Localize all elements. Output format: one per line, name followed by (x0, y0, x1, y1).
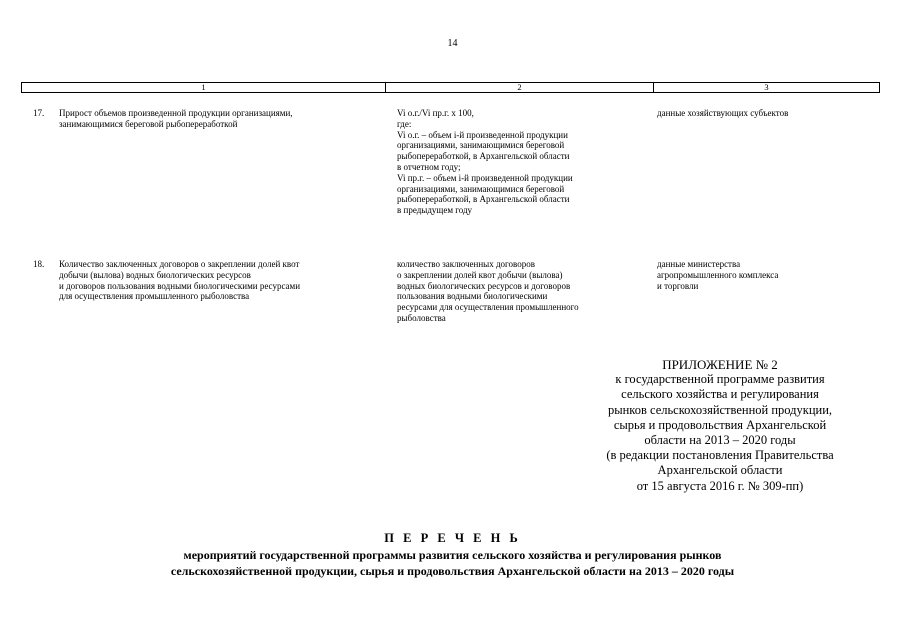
table-header-row (21, 82, 880, 93)
appendix-title: ПРИЛОЖЕНИЕ № 2 (662, 357, 778, 372)
document-title: П Е Р Е Ч Е Н Ь (384, 531, 521, 545)
appendix-block (560, 357, 880, 494)
cell-line: пользования водными биологическими (397, 291, 548, 302)
appendix-line: сельского хозяйства и регулирования (621, 387, 819, 402)
cell-line: и договоров пользования водными биологическими ресурсами (59, 280, 301, 291)
row-number: 18. (33, 259, 45, 269)
table-header-col-1: 1 (22, 83, 386, 92)
row-number: 17. (33, 108, 45, 118)
document-subtitle (0, 548, 905, 579)
cell-line: организациями, занимающимися береговой (397, 183, 565, 194)
subtitle-line: мероприятий государственной программы развития сельского хозяйства и регулирования рынков (183, 548, 722, 562)
appendix-line: к государственной программе развития (615, 372, 825, 387)
cell-line: рыболовства (397, 312, 446, 323)
cell-line: данные хозяйствующих субъектов (657, 108, 789, 118)
indicator-name-cell (59, 108, 389, 130)
cell-line: Количество заключенных договоров о закреплении долей квот (59, 259, 300, 269)
cell-line: для осуществления промышленного рыболовства (59, 291, 250, 302)
indicator-name-cell (59, 259, 389, 302)
data-source-cell (657, 259, 877, 291)
cell-line: Vi пр.г. – объем i-й произведенной продукции (397, 172, 573, 183)
appendix-line: рынков сельскохозяйственной продукции, (607, 402, 833, 417)
cell-line: в отчетном году; (397, 161, 461, 172)
table-header-col-2: 2 (386, 83, 654, 92)
cell-line: занимающимися береговой рыбопереработкой (59, 118, 238, 129)
cell-line: в предыдущем году (397, 205, 473, 216)
cell-line: рыбопереработкой, в Архангельской области (397, 194, 570, 205)
appendix-line: Архангельской области (657, 463, 783, 478)
appendix-line: (в редакции постановления Правительства (606, 448, 834, 463)
data-source-cell (657, 108, 877, 119)
cell-line: количество заключенных договоров (397, 259, 535, 269)
calculation-method-cell (397, 108, 657, 216)
appendix-line: от 15 августа 2016 г. № 309-пп) (636, 478, 804, 493)
cell-line: агропромышленного комплекса (657, 269, 779, 280)
appendix-line: сырья и продовольствия Архангельской (613, 417, 827, 432)
cell-line: Vi о.г./Vi пр.г. х 100, (397, 108, 474, 118)
cell-line: рыбопереработкой, в Архангельской области (397, 151, 570, 162)
cell-line: Прирост объемов произведенной продукции организациями, (59, 108, 293, 118)
page-number: 14 (447, 38, 458, 49)
cell-line: и торговли (657, 280, 699, 291)
cell-line: ресурсами для осуществления промышленного (397, 302, 579, 313)
table-header-col-3: 3 (764, 82, 769, 92)
cell-line: организациями, занимающимися береговой (397, 140, 565, 151)
cell-line: где: (397, 118, 412, 129)
appendix-line: области на 2013 – 2020 годы (644, 433, 796, 448)
cell-line: о закреплении долей квот добычи (вылова) (397, 269, 563, 280)
cell-line: данные министерства (657, 259, 741, 269)
calculation-method-cell (397, 259, 657, 324)
cell-line: Vi о.г. – объем i-й произведенной продукции (397, 129, 568, 140)
cell-line: добычи (вылова) водных биологических ресурсов (59, 269, 251, 280)
cell-line: водных биологических ресурсов и договоров (397, 280, 571, 291)
subtitle-line: сельскохозяйственной продукции, сырья и продовольствия Архангельской области на 2013 – 2020 годы (170, 563, 735, 578)
